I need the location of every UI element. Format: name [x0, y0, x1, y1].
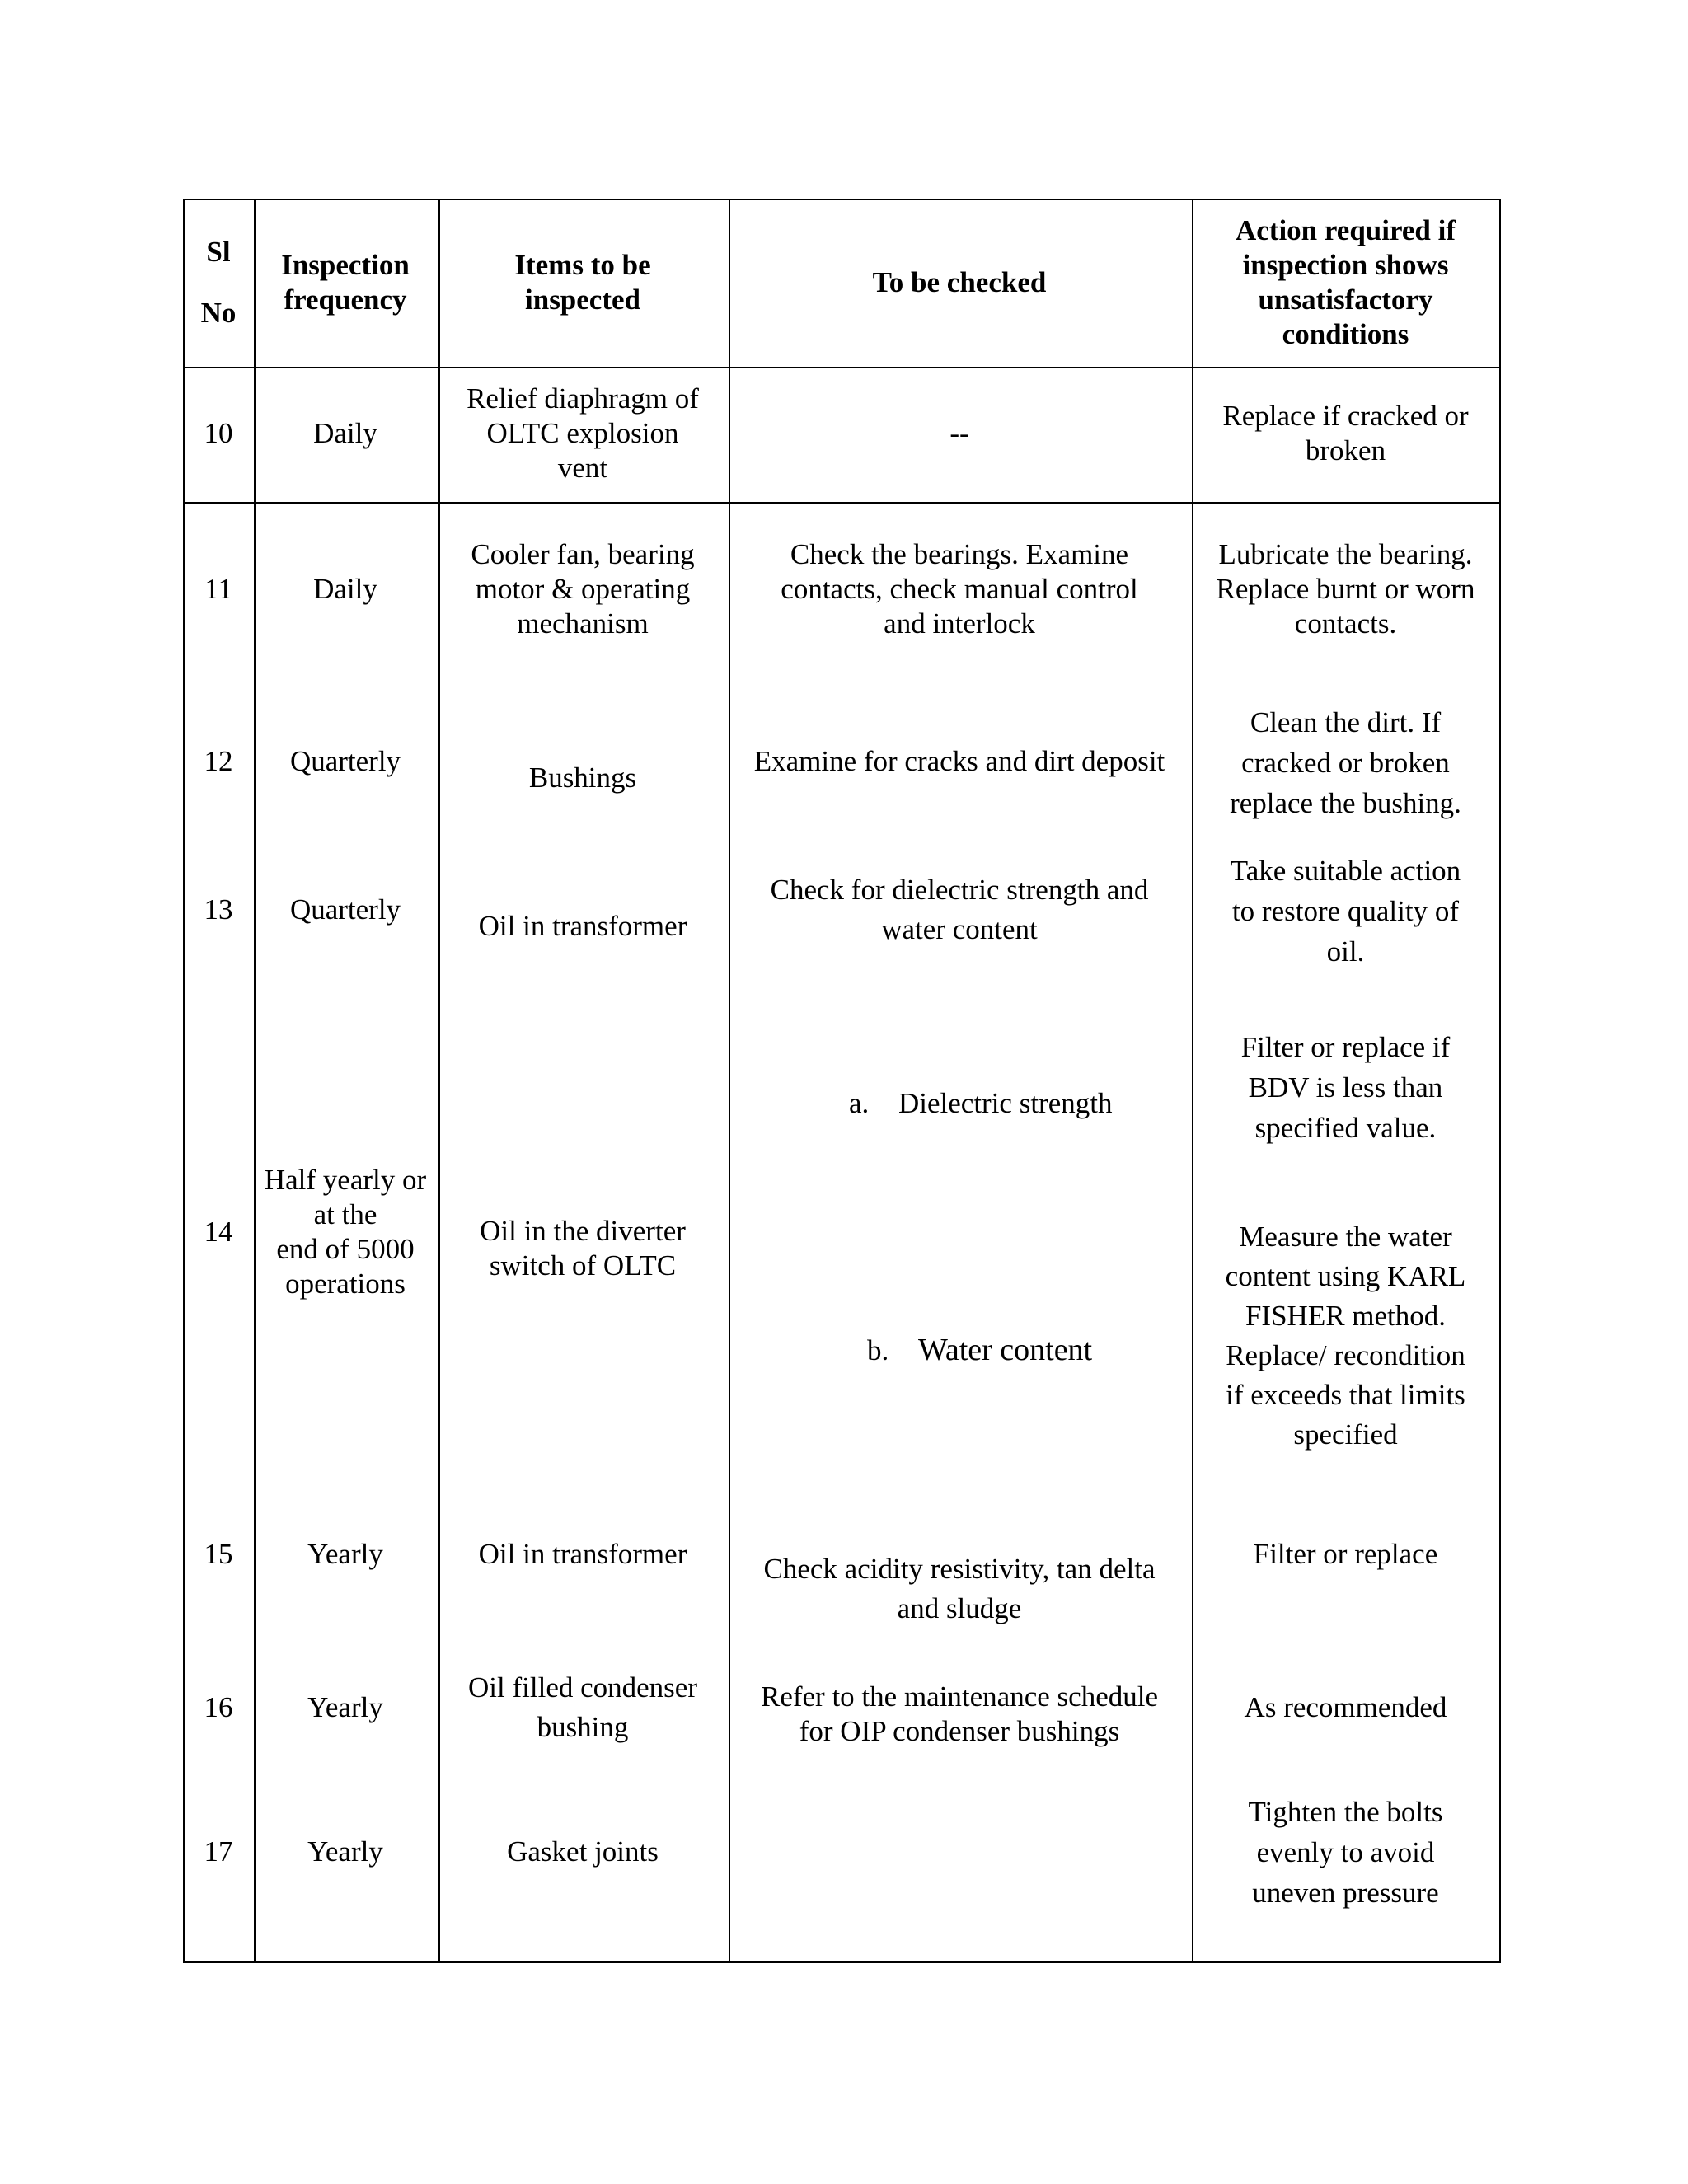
header-inspection-frequency: Inspection frequency: [281, 249, 410, 316]
row-12-frequency: Quarterly: [289, 745, 401, 777]
row-13-frequency: Quarterly: [289, 893, 401, 926]
row-14-checked-a-text: Dielectric strength: [898, 1087, 1113, 1119]
header-to-be-checked: To be checked: [872, 266, 1047, 298]
row-13-sl: 13: [204, 893, 233, 926]
row-13-checked: Check for dielectric strength and water content: [770, 874, 1149, 945]
row-11-checked: Check the bearings. Examine contacts, check manual control and interlock: [781, 538, 1138, 640]
row-13-action: Take suitable action to restore quality of oil.: [1230, 854, 1461, 968]
row-15-frequency: Yearly: [307, 1538, 383, 1570]
row-14-frequency: Half yearly or at the end of 5000 operations: [264, 1164, 427, 1300]
row-10-frequency: Daily: [313, 417, 377, 449]
header-sl-no: Sl No: [200, 236, 237, 329]
row-10-checked: --: [950, 417, 969, 449]
row-17-checked: [729, 1827, 1190, 1877]
row-14-checked-b-text: Water content: [918, 1333, 1093, 1367]
header-action-required: Action required if inspection shows unsatisfactory conditions: [1235, 214, 1456, 350]
row-17-frequency: Yearly: [307, 1835, 383, 1868]
row-14-items: Oil in the diverter switch of OLTC: [480, 1215, 686, 1282]
row-11-items: Cooler fan, bearing motor & operating mechanism: [471, 538, 695, 640]
row-12-sl: 12: [204, 745, 233, 777]
row-17-sl: 17: [204, 1835, 233, 1868]
row-12-items: Bushings: [528, 762, 637, 794]
list-marker-a: a.: [849, 1087, 870, 1119]
row-11-sl: 11: [204, 573, 232, 605]
row-13-items: Oil in transformer: [478, 910, 687, 942]
row-16-action: As recommended: [1244, 1691, 1447, 1723]
row-15-sl: 15: [204, 1538, 233, 1570]
row-14-sl: 14: [204, 1216, 233, 1248]
row-14-checked-item-a: [849, 1086, 1112, 1121]
row-16-items: Oil filled condenser bushing: [468, 1671, 697, 1743]
row-14-checked-item-b: [867, 1333, 1092, 1368]
row-16-checked: Refer to the maintenance schedule for OIP condenser bushings: [760, 1680, 1158, 1747]
row-16-sl: 16: [204, 1691, 233, 1723]
list-marker-b: b.: [867, 1334, 889, 1366]
row-divider: [185, 502, 1499, 504]
row-14-action-a: Filter or replace if BDV is less than specified value.: [1240, 1030, 1451, 1144]
row-10-sl: 10: [204, 417, 233, 449]
row-11-action: Lubricate the bearing. Replace burnt or worn contacts.: [1216, 538, 1475, 640]
row-11-frequency: Daily: [313, 573, 377, 605]
row-17-items: Gasket joints: [507, 1835, 659, 1868]
row-12-checked: Examine for cracks and dirt deposit: [753, 745, 1165, 777]
row-16-frequency: Yearly: [307, 1691, 383, 1723]
row-10-items: Relief diaphragm of OLTC explosion vent: [467, 382, 699, 484]
row-15-items: Oil in transformer: [478, 1538, 687, 1570]
row-14-action-b: Measure the water content using KARL FISHER method. Replace/ recondition if exceeds that limits specified: [1225, 1221, 1466, 1451]
row-12-action: Clean the dirt. If cracked or broken replace the bushing.: [1230, 705, 1461, 819]
row-15-action: Filter or replace: [1253, 1538, 1438, 1570]
row-15-checked: Check acidity resistivity, tan delta and sludge: [763, 1553, 1156, 1624]
header-items-to-be-inspected: Items to be inspected: [514, 249, 651, 316]
row-10-action: Replace if cracked or broken: [1222, 400, 1469, 466]
row-17-action: Tighten the bolts evenly to avoid uneven pressure: [1248, 1795, 1443, 1909]
